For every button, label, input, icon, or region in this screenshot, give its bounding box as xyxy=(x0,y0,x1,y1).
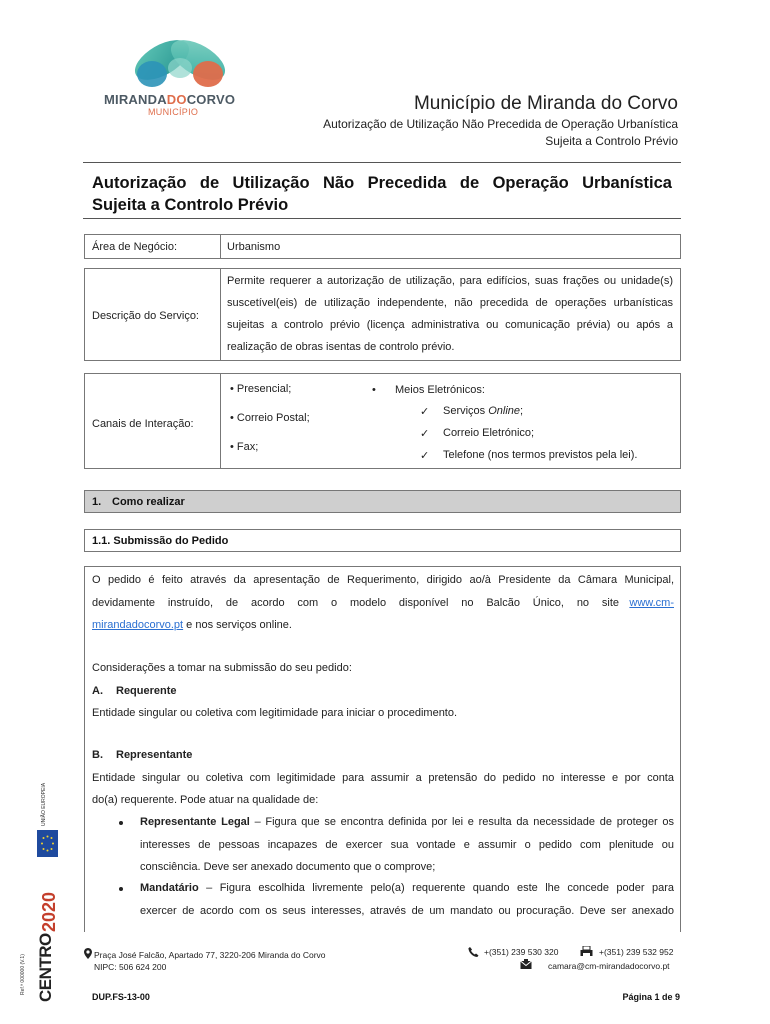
location-pin-icon xyxy=(84,948,92,959)
subsection-title: 1.1. Submissão do Pedido xyxy=(92,535,229,547)
canal-servicos-online: Serviços Online; xyxy=(443,405,524,417)
representante-legal-text: interesses de pessoas incapazes de exercer sua vontade e assumir o pedido com plenitude ou xyxy=(140,839,674,851)
descricao-line: Permite requerer a autorização de utilização, para edifícios, suas frações ou unidade(s) xyxy=(227,275,673,287)
portugal-2020-logo: 2020 xyxy=(39,891,59,932)
email-icon xyxy=(520,959,532,970)
item-b-text: Entidade singular ou coletiva com legitimidade para assumir a pretensão do pedido no interesse e por conta xyxy=(92,772,674,784)
canal-bullet: • xyxy=(372,384,376,396)
representante-legal-text: consciência. Deve ser anexado documento que o comprove; xyxy=(140,861,436,873)
eu-text-logo: UNIÃO EUROPEIA xyxy=(41,782,47,826)
fax-icon xyxy=(580,946,593,957)
centro-2020-logo: CENTRO xyxy=(36,940,58,1002)
footer-page-number: Página 1 de 9 xyxy=(622,992,680,1002)
descricao-line: sujeitas a controlo prévio (licença administrativa ou comunicação prévia) ou após a xyxy=(227,319,673,331)
representante-legal: Representante Legal – Figura que se encontra definida por lei e resulta da necessidade de proteger os xyxy=(140,816,674,828)
area-value: Urbanismo xyxy=(227,241,281,253)
footer-address: Praça José Falcão, Apartado 77, 3220-206 Miranda do Corvo xyxy=(94,950,326,960)
item-a-title: Requerente xyxy=(116,685,177,697)
title-divider xyxy=(83,218,681,219)
footer-nipc: NIPC: 506 624 200 xyxy=(94,962,167,972)
item-b-label: B. xyxy=(92,749,103,761)
check-icon: ✓ xyxy=(420,406,430,418)
section-number: 1. xyxy=(92,496,102,508)
item-b-text: do(a) requerente. Pode atuar na qualidade de: xyxy=(92,794,319,806)
item-a-text: Entidade singular ou coletiva com legitimidade para iniciar o procedimento. xyxy=(92,707,458,719)
paragraph-line: devidamente instruído, de acordo com o modelo disponível no Balcão Único, no site www.cm- xyxy=(92,597,674,609)
item-b-title: Representante xyxy=(116,749,193,761)
header-subtitle-line1: Autorização de Utilização Não Precedida de Operação Urbanística xyxy=(323,117,678,131)
check-icon: ✓ xyxy=(420,428,430,440)
body-content xyxy=(84,566,681,932)
canal-meios-eletronicos: Meios Eletrónicos: xyxy=(395,384,485,396)
canal-fax: • Fax; xyxy=(230,441,259,453)
canais-label: Canais de Interação: xyxy=(92,418,194,430)
bullet-icon xyxy=(119,821,123,825)
canais-row xyxy=(84,373,681,469)
canal-telefone: Telefone (nos termos previstos pela lei). xyxy=(443,449,638,461)
paragraph-line: O pedido é feito através da apresentação de Requerimento, dirigido ao/à Presidente da Câmara Municipal, xyxy=(92,574,674,586)
section-submissao-pedido xyxy=(84,529,681,552)
logo-wordmark: MIRANDADOCORVO xyxy=(104,92,236,107)
footer-phone: +(351) 239 530 320 xyxy=(484,947,559,957)
item-a-label: A. xyxy=(92,685,103,697)
canal-correio-postal: • Correio Postal; xyxy=(230,412,310,424)
phone-icon xyxy=(468,947,479,957)
area-label: Área de Negócio: xyxy=(92,241,177,253)
check-icon: ✓ xyxy=(420,450,430,462)
top-divider xyxy=(83,162,681,163)
website-link[interactable]: mirandadocorvo.pt xyxy=(92,619,184,631)
descricao-line: realização de obras isentas de controlo prévio. xyxy=(227,341,455,353)
eu-flag-icon xyxy=(37,830,58,857)
header-subtitle-line2: Sujeita a Controlo Prévio xyxy=(545,134,678,148)
canal-correio-eletronico: Correio Eletrónico; xyxy=(443,427,535,439)
mandatario: Mandatário – Figura escolhida livremente pelo(a) requerente quando este lhe concede poder para xyxy=(140,882,674,894)
paragraph-line: mirandadocorvo.pt e nos serviços online. xyxy=(92,619,292,631)
header-title: Município de Miranda do Corvo xyxy=(413,93,678,114)
descricao-label: Descrição do Serviço: xyxy=(92,310,199,322)
area-row xyxy=(84,234,681,259)
footer-fax: +(351) 239 532 952 xyxy=(599,947,674,957)
descricao-row xyxy=(84,268,681,361)
bullet-icon xyxy=(119,887,123,891)
descricao-line: suscetível(eis) de utilização independente, não precedida de operações urbanísticas xyxy=(227,297,673,309)
canal-presencial: • Presencial; xyxy=(230,383,292,395)
consideracoes-text: Considerações a tomar na submissão do seu pedido: xyxy=(92,662,352,674)
mandatario-text: exercer de acordo com os seus interesses, através de um mandato ou procuração. Deve ser anexado xyxy=(140,905,674,917)
footer-doc-code: DUP.FS-13-00 xyxy=(92,992,150,1002)
section-title: Como realizar xyxy=(112,496,185,508)
side-reference-code: Ref.ª 000000 (V.1) xyxy=(20,954,26,995)
website-link[interactable]: www.cm- xyxy=(629,597,674,609)
logo-subtitle: MUNICÍPIO xyxy=(148,107,199,117)
document-title: Autorização de Utilização Não Precedida de Operação Urbanística Sujeita a Controlo Prévio xyxy=(92,174,672,214)
section-como-realizar xyxy=(84,490,681,513)
footer-email[interactable]: camara@cm-mirandadocorvo.pt xyxy=(548,961,670,971)
